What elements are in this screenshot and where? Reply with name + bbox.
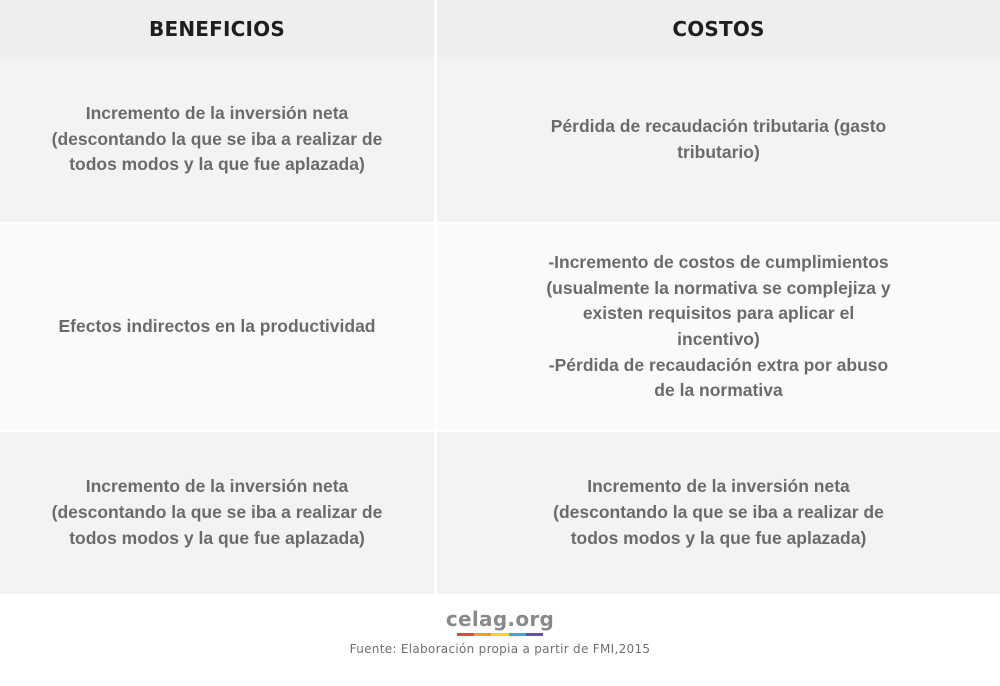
header-benefits: BENEFICIOS	[0, 0, 434, 57]
header-costs: COSTOS	[437, 0, 1000, 57]
benefit-cell	[0, 224, 434, 430]
cost-cell	[437, 57, 1000, 222]
cost-cell	[437, 432, 1000, 594]
benefit-text: Incremento de la inversión neta (descontando la que se iba a realizar de todos modos y la que fue aplazada)	[51, 102, 383, 175]
benefit-text: Incremento de la inversión neta (descontando la que se iba a realizar de todos modos y la que fue aplazada)	[51, 476, 383, 548]
brand-bar-segment	[509, 633, 526, 636]
cost-text-group	[546, 250, 891, 404]
cost-text-line: -Pérdida de recaudación extra por abuso de la normativa	[548, 354, 889, 401]
table-row	[0, 432, 1000, 594]
cost-text: Pérdida de recaudación tributaria (gasto tributario)	[550, 115, 887, 162]
cost-text: Incremento de la inversión neta (descontando la que se iba a realizar de todos modos y la que fue aplazada)	[553, 476, 884, 548]
source-note: Fuente: Elaboración propia a partir de FMI,2015	[349, 642, 651, 656]
brand-bar-segment	[491, 633, 508, 636]
brand-logo-text: celag.org	[445, 607, 555, 631]
benefit-cell	[0, 432, 434, 594]
benefit-text: Efectos indirectos en la productividad	[58, 316, 376, 337]
benefit-cell	[0, 57, 434, 222]
table-row	[0, 224, 1000, 430]
cost-cell	[437, 224, 1000, 430]
table-header-row	[0, 0, 1000, 57]
brand-bar-segment	[474, 633, 491, 636]
brand-bar-segment	[526, 633, 543, 636]
table-row	[0, 57, 1000, 222]
footer	[0, 594, 1000, 686]
brand-bar-segment	[457, 633, 474, 636]
cost-text-line: -Incremento de costos de cumplimientos (usualmente la normativa se complejiza y existen requisitos para aplicar el incentivo)	[546, 251, 891, 349]
brand-color-bar	[457, 633, 543, 636]
